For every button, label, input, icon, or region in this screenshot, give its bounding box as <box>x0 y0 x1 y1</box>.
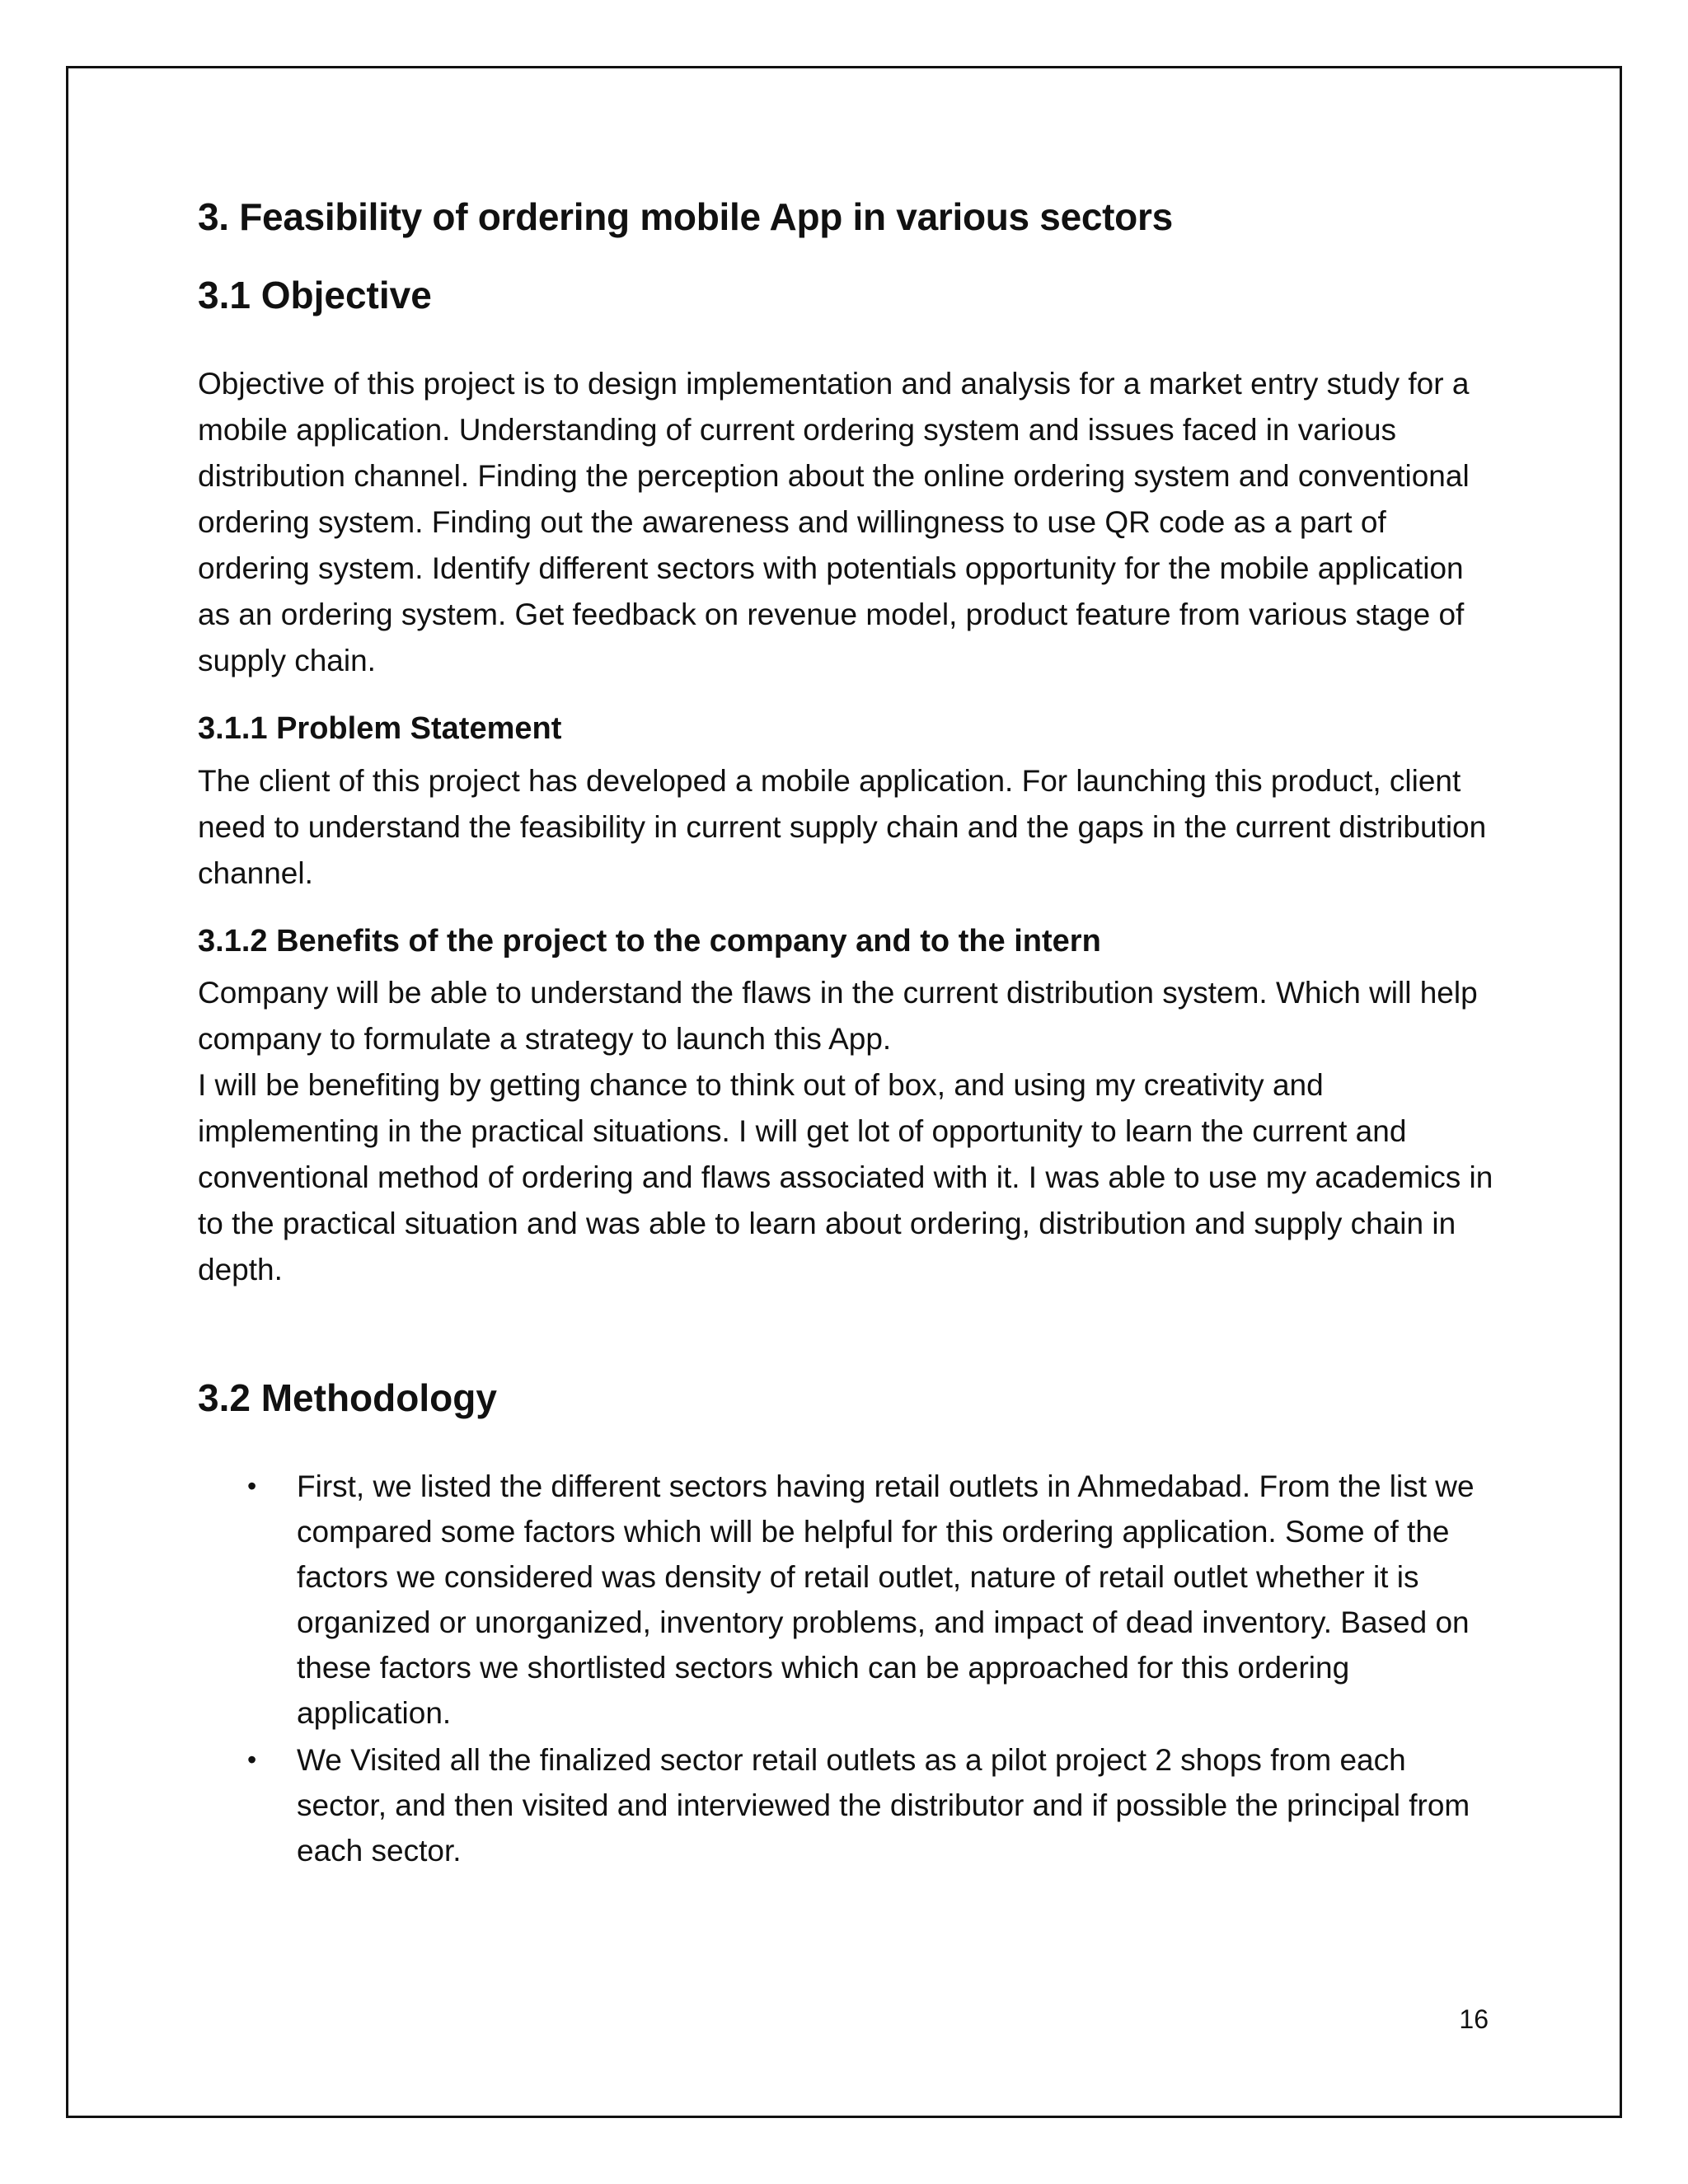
page-number: 16 <box>1459 2004 1489 2034</box>
objective-paragraph: Objective of this project is to design implementation and analysis for a market entry study for a mobile application. Understanding of current ordering system and issues faced in various distribution channel. Finding the perception about the online ordering system and conventional ordering system. Finding out the awareness and willingness to use QR code as a part of ordering system. Identify different sectors with potentials opportunity for the mobile application as an ordering system. Get feedback on revenue model, product feature from various stage of supply chain. <box>198 367 1470 678</box>
objective-heading: 3.1 Objective <box>198 274 432 317</box>
list-item-text: We Visited all the finalized sector retail outlets as a pilot project 2 shops from each sector, and then visited and interviewed the distributor and if possible the principal from each sector. <box>297 1743 1470 1868</box>
benefits-paragraph-company: Company will be able to understand the flaws in the current distribution system. Which will help company to formulate a strategy to launch this App. <box>198 976 1478 1057</box>
bullet-icon: • <box>247 1745 257 1775</box>
chapter-heading: 3. Feasibility of ordering mobile App in various sectors <box>198 195 1173 238</box>
benefits-paragraph-intern: I will be benefiting by getting chance to think out of box, and using my creativity and implementing in the practical situations. I will get lot of opportunity to learn the current and conventional method of ordering and flaws associated with it. I was able to use my academics in to the practical situation and was able to learn about ordering, distribution and supply chain in depth. <box>198 1068 1493 1287</box>
methodology-list <box>198 1464 1500 1873</box>
methodology-heading: 3.2 Methodology <box>198 1376 497 1420</box>
bullet-icon: • <box>247 1471 257 1502</box>
list-item <box>198 1737 1500 1873</box>
problem-statement-heading: 3.1.1 Problem Statement <box>198 711 562 747</box>
list-item <box>198 1464 1500 1736</box>
document-content <box>198 194 1500 1875</box>
benefits-heading: 3.1.2 Benefits of the project to the company and to the intern <box>198 923 1101 958</box>
list-item-text: First, we listed the different sectors having retail outlets in Ahmedabad. From the list we compared some factors which will be helpful for this ordering application. Some of the factors we considered was density of retail outlet, nature of retail outlet whether it is organized or unorganized, inventory problems, and impact of dead inventory. Based on these factors we shortlisted sectors which can be approached for this ordering application. <box>297 1469 1475 1731</box>
problem-statement-paragraph: The client of this project has developed a mobile application. For launching this product, client need to understand the feasibility in current supply chain and the gaps in the current distribution channel. <box>198 763 1487 890</box>
